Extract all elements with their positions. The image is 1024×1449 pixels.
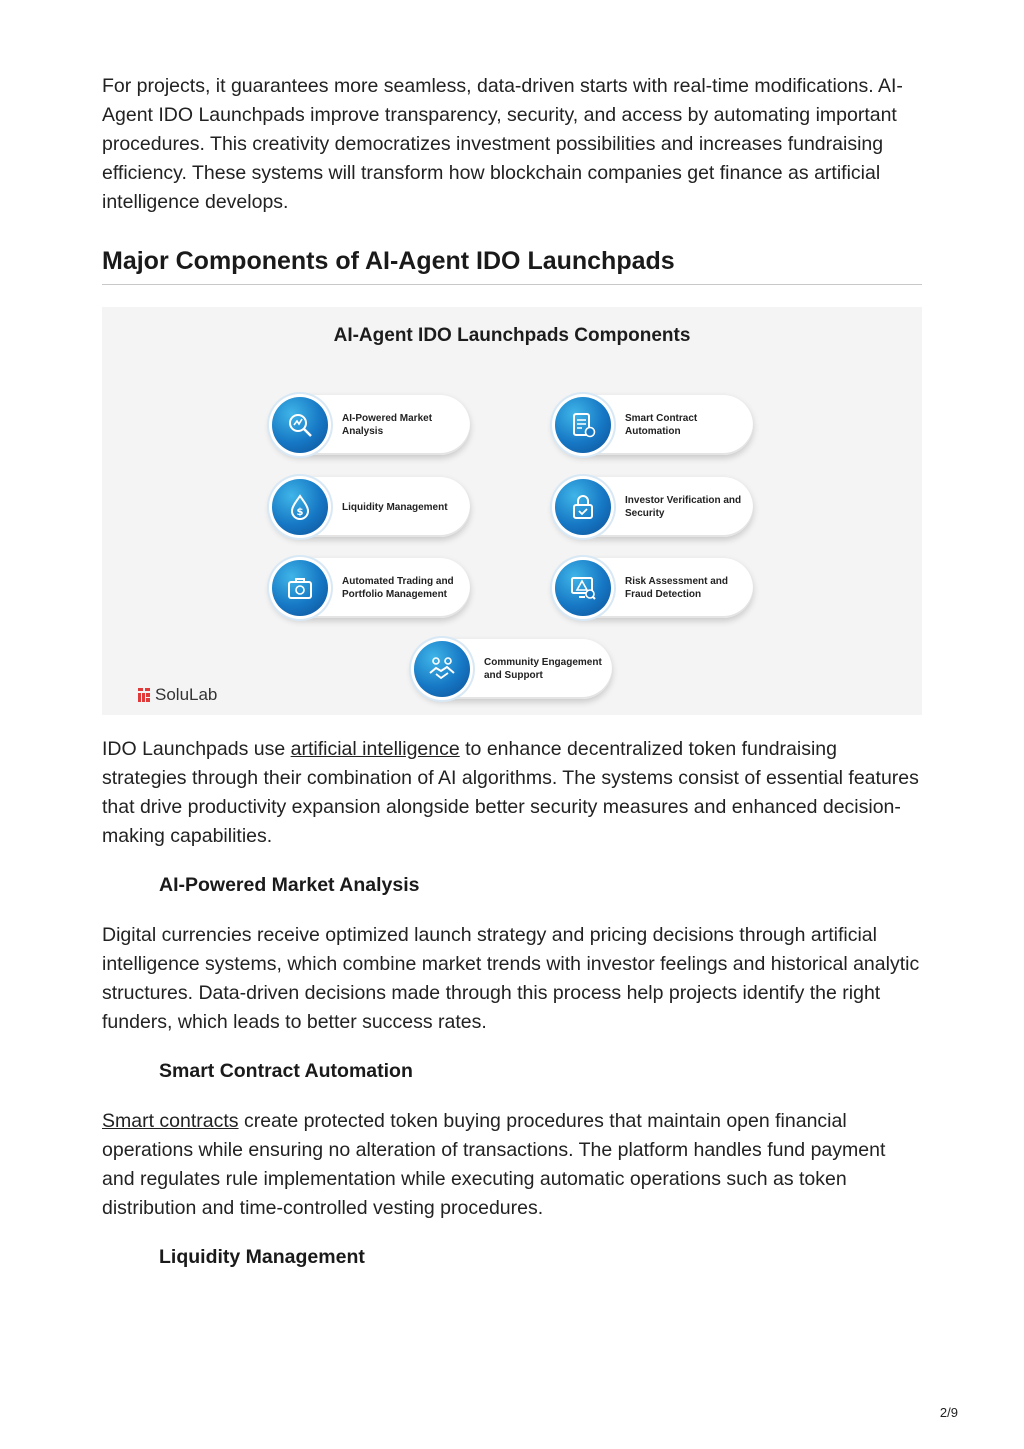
component-card-smart-contract bbox=[553, 395, 753, 455]
subheading-liquidity: Liquidity Management bbox=[159, 1246, 365, 1268]
risk-warning-icon bbox=[555, 560, 611, 616]
page-number: 2/9 bbox=[939, 1405, 958, 1420]
lock-icon bbox=[555, 479, 611, 535]
component-label: AI-Powered Market Analysis bbox=[342, 413, 433, 437]
component-card-investor-verification bbox=[553, 477, 753, 537]
smart-contract-icon bbox=[555, 397, 611, 453]
liquidity-icon bbox=[272, 479, 328, 535]
component-label: Community Engagement and Support bbox=[484, 657, 602, 681]
ai-paragraph-text: IDO Launchpads use bbox=[102, 738, 291, 760]
market-analysis-icon bbox=[272, 397, 328, 453]
component-card-risk-assessment bbox=[553, 558, 753, 618]
component-card-liquidity bbox=[270, 477, 470, 537]
ai-paragraph bbox=[102, 735, 922, 851]
subheading-market-analysis: AI-Powered Market Analysis bbox=[159, 874, 420, 896]
component-card-market-analysis bbox=[270, 395, 470, 455]
infographic-title: AI-Agent IDO Launchpads Components bbox=[333, 325, 691, 346]
handshake-icon bbox=[414, 641, 470, 697]
portfolio-icon bbox=[272, 560, 328, 616]
solulab-logo bbox=[138, 685, 217, 705]
component-card-community bbox=[412, 639, 612, 699]
component-label: Risk Assessment and Fraud Detection bbox=[625, 576, 729, 600]
solulab-logo-icon bbox=[138, 688, 150, 702]
smart-contracts-link[interactable]: Smart contracts bbox=[102, 1110, 239, 1132]
smart-contract-paragraph-text: create protected token buying procedures that maintain open financial operations while ensuring no alteration of transactions. The platform handles fund payment and regulates rule implementation while executing automatic operations such as token distribution and time-controlled vesting procedures. bbox=[102, 1110, 886, 1219]
component-label: Liquidity Management bbox=[342, 501, 448, 513]
components-infographic bbox=[102, 307, 922, 715]
component-label: Automated Trading and Portfolio Management bbox=[342, 576, 454, 600]
section-heading: Major Components of AI-Agent IDO Launchpads bbox=[102, 247, 675, 275]
artificial-intelligence-link[interactable]: artificial intelligence bbox=[290, 738, 460, 760]
solulab-logo-text: SoluLab bbox=[155, 685, 218, 704]
component-card-automated-trading bbox=[270, 558, 470, 618]
intro-paragraph: For projects, it guarantees more seamless, data-driven starts with real-time modifications. AI-Agent IDO Launchpads improve transparency, security, and access by automating important procedures. This creativity democratizes investment possibilities and increases fundraising efficiency. These systems will transform how blockchain companies get finance as artificial intelligence develops. bbox=[102, 75, 903, 213]
heading-divider bbox=[102, 284, 922, 285]
component-label: Smart Contract Automation bbox=[625, 413, 698, 437]
svg-text:$: $ bbox=[296, 507, 304, 518]
smart-contract-paragraph bbox=[102, 1107, 922, 1223]
market-analysis-paragraph: Digital currencies receive optimized launch strategy and pricing decisions through artificial intelligence systems, which combine market trends with investor feelings and historical analytic structures. Data-driven decisions made through this process help projects identify the right funders, which leads to better success rates. bbox=[102, 924, 920, 1033]
component-label: Investor Verification and Security bbox=[625, 495, 742, 519]
subheading-smart-contract: Smart Contract Automation bbox=[159, 1060, 413, 1082]
ai-paragraph-text: to enhance decentralized token fundraising strategies through their combination of AI algorithms. The systems consist of essential features that drive productivity expansion alongside better security measures and enhanced decision-making capabilities. bbox=[102, 738, 919, 847]
